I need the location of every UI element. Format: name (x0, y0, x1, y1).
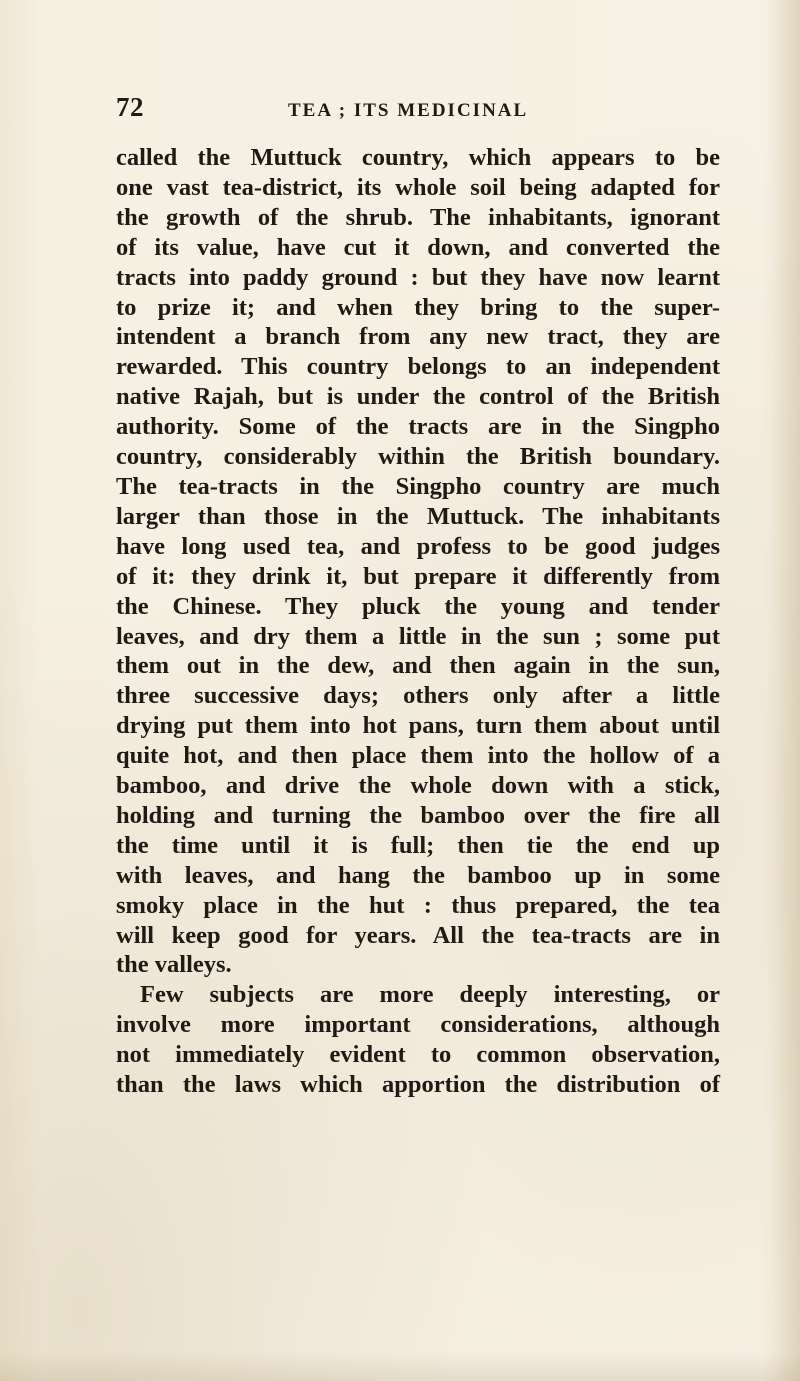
text-line: not immediately evident to common observation, (116, 1041, 720, 1069)
text-line: the valleys. (116, 951, 232, 979)
text-line: of it: they drink it, but prepare it differently from (116, 562, 720, 590)
text-line: them out in the dew, and then again in the sun, (116, 652, 720, 680)
page-header (116, 92, 716, 132)
text-line: The tea-tracts in the Singpho country are much (116, 472, 720, 500)
paragraph-1 (116, 143, 720, 980)
text-line: native Rajah, but is under the control of the British (116, 383, 720, 411)
page-edge-shading (770, 0, 800, 1381)
text-line: intendent a branch from any new tract, they are (116, 323, 720, 351)
text-line: will keep good for years. All the tea-tracts are in (116, 921, 720, 949)
text-line: with leaves, and hang the bamboo up in some (116, 861, 720, 889)
text-line: smoky place in the hut : thus prepared, the tea (116, 891, 720, 919)
text-line: the Chinese. They pluck the young and tender (116, 592, 720, 620)
text-line: larger than those in the Muttuck. The inhabitants (116, 502, 720, 530)
text-line: of its value, have cut it down, and converted the (116, 233, 720, 261)
text-line: called the Muttuck country, which appears to be (116, 144, 720, 171)
text-line: rewarded. This country belongs to an independent (116, 353, 720, 381)
text-line: involve more important considerations, although (116, 1011, 720, 1039)
text-line: country, considerably within the British boundary. (116, 443, 720, 471)
paragraph-2 (116, 980, 720, 1100)
text-line: the time until it is full; then tie the end up (116, 831, 720, 859)
text-line: leaves, and dry them a little in the sun ; some put (116, 622, 720, 650)
body-text (116, 143, 720, 1100)
text-line: Few subjects are more deeply interesting, or (140, 981, 720, 1009)
text-line: tracts into paddy ground : but they have now learnt (116, 263, 720, 291)
text-line: three successive days; others only after a little (116, 682, 720, 710)
page-number: 72 (116, 92, 144, 122)
text-line: holding and turning the bamboo over the fire all (116, 801, 720, 829)
text-line: to prize it; and when they bring to the super- (116, 293, 720, 321)
text-line: the growth of the shrub. The inhabitants, ignorant (116, 203, 720, 231)
text-line: quite hot, and then place them into the hollow of a (116, 742, 720, 770)
text-line: bamboo, and drive the whole down with a stick, (116, 772, 720, 800)
text-line: drying put them into hot pans, turn them about until (116, 712, 720, 740)
text-line: one vast tea-district, its whole soil being adapted for (116, 173, 720, 201)
text-line: than the laws which apportion the distribution of (116, 1071, 720, 1099)
page-bottom-shading (0, 1351, 800, 1381)
text-line: authority. Some of the tracts are in the Singpho (116, 413, 720, 441)
text-line: have long used tea, and profess to be good judges (116, 532, 720, 560)
running-head: TEA ; ITS MEDICINAL (288, 100, 529, 121)
